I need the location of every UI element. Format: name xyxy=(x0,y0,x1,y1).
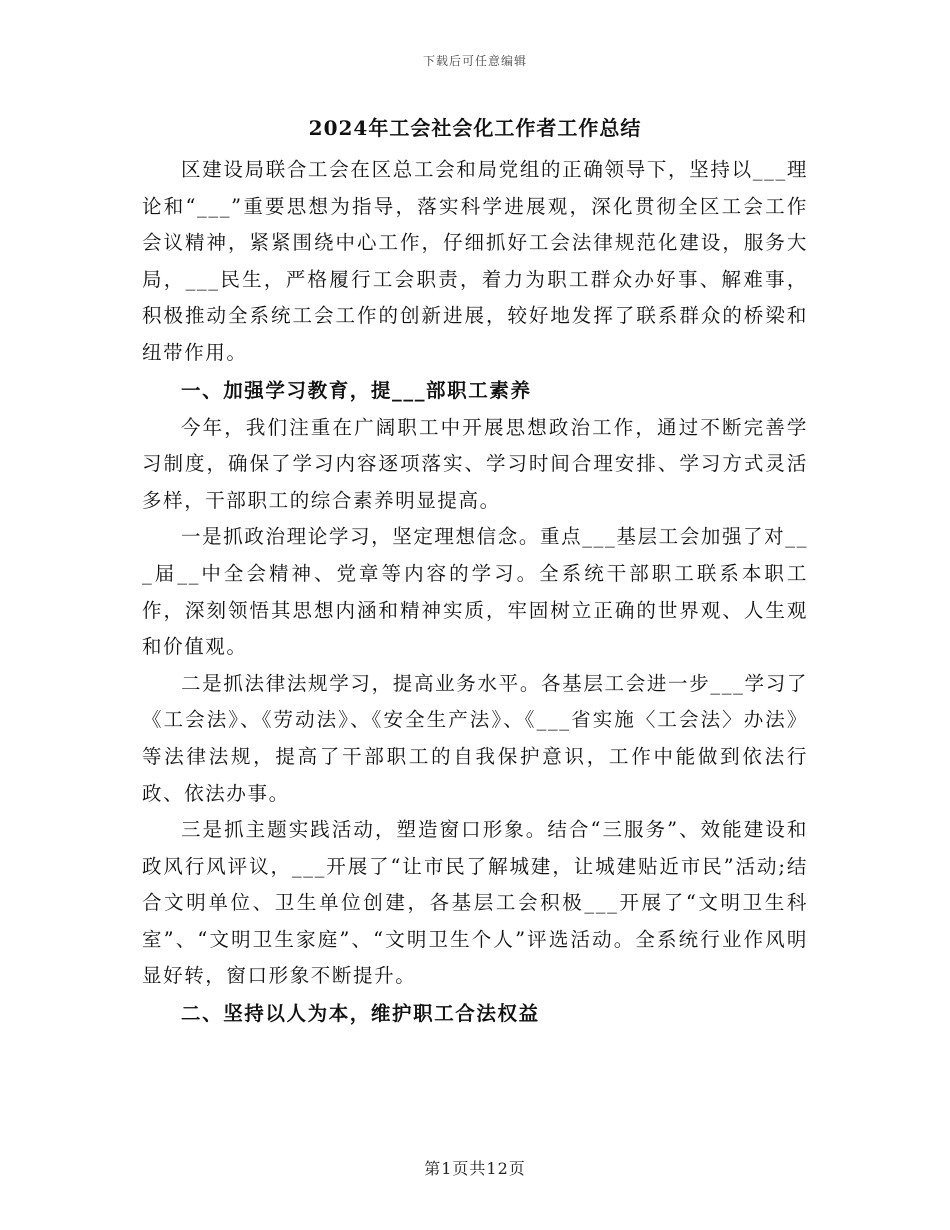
paragraph-political-theory: 一是抓政治理论学习，坚定理想信念。重点___基层工会加强了对___届__中全会精神、党章等内容的学习。全系统干部职工联系本职工作，深刻领悟其思想内涵和精神实质，牢固树立正确的世界观、人生观和价值观。 xyxy=(142,525,808,659)
document-body xyxy=(142,112,808,1033)
paragraph-practice-activities: 三是抓主题实践活动，塑造窗口形象。结合“三服务”、效能建设和政风行风评议，___开展了“让市民了解城建，让城建贴近市民”活动;结合文明单位、卫生单位创建，各基层工会积极___开展了“文明卫生科室”、“文明卫生家庭”、“文明卫生个人”评选活动。全系统行业作风明显好转，窗口形象不断提升。 xyxy=(142,818,808,988)
section-heading-2: 二、坚持以人为本，维护职工合法权益 xyxy=(181,1002,540,1026)
document-title: 2024年工会社会化工作者工作总结 xyxy=(308,116,642,140)
section-heading-1: 一、加强学习教育，提___部职工素养 xyxy=(181,378,532,402)
paragraph-legal-study: 二是抓法律法规学习，提高业务水平。各基层工会进一步___学习了《工会法》、《劳动法》、《安全生产法》、《___省实施〈工会法〉办法》等法律法规，提高了干部职工的自我保护意识，工作中能做到依法行政、依法办事。 xyxy=(142,671,808,805)
paragraph-study-overview: 今年，我们注重在广阔职工中开展思想政治工作，通过不断完善学习制度，确保了学习内容逐项落实、学习时间合理安排、学习方式灵活多样，干部职工的综合素养明显提高。 xyxy=(142,415,808,512)
header-note: 下载后可任意编辑 xyxy=(422,54,527,68)
paragraph-intro: 区建设局联合工会在区总工会和局党组的正确领导下，坚持以___理论和“___”重要思想为指导，落实科学进展观，深化贯彻全区工会工作会议精神，紧紧围绕中心工作，仔细抓好工会法律规范化建设，服务大局，___民生，严格履行工会职责，着力为职工群众办好事、解难事，积极推动全系统工会工作的创新进展，较好地发挥了联系群众的桥梁和纽带作用。 xyxy=(142,158,808,364)
page-number-footer: 第1页共12页 xyxy=(424,1159,526,1178)
